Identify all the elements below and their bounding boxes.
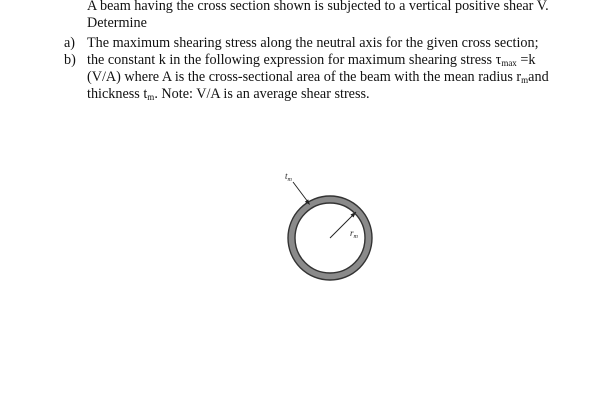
thickness-leader-line [293, 182, 308, 202]
intro-line-2: Determine [87, 15, 147, 31]
radius-label: $r_m$ [350, 228, 358, 240]
rm-subscript: m [521, 75, 529, 85]
tube-cross-section-svg [270, 160, 390, 290]
item-b-line-1-pre: the constant k in the following expression for maximum shearing stress τ [87, 52, 502, 68]
item-b-line-3 [87, 86, 370, 103]
tube-cross-section-figure [270, 160, 390, 290]
tau-max-subscript: max [501, 58, 517, 68]
item-b-line-2 [87, 69, 549, 86]
intro-line-1: A beam having the cross section shown is subjected to a vertical positive shear V. [87, 0, 549, 14]
item-b-line-2-post: and [528, 69, 549, 85]
thickness-label: $t_m$ [285, 171, 292, 183]
item-b-marker: b) [64, 52, 76, 68]
tm-subscript: m [147, 92, 155, 102]
item-a-marker: a) [64, 35, 76, 51]
item-b-line-3-pre: thickness t [87, 86, 148, 102]
item-b-line-1-post: =k [516, 52, 536, 68]
item-a-text: The maximum shearing stress along the neutral axis for the given cross section; [87, 35, 539, 51]
item-b-line-2-pre: (V/A) where A is the cross-sectional area of the beam with the mean radius r [87, 69, 522, 85]
item-b-line-1 [87, 52, 535, 69]
item-b-line-3-post: . Note: V/A is an average shear stress. [154, 86, 370, 102]
